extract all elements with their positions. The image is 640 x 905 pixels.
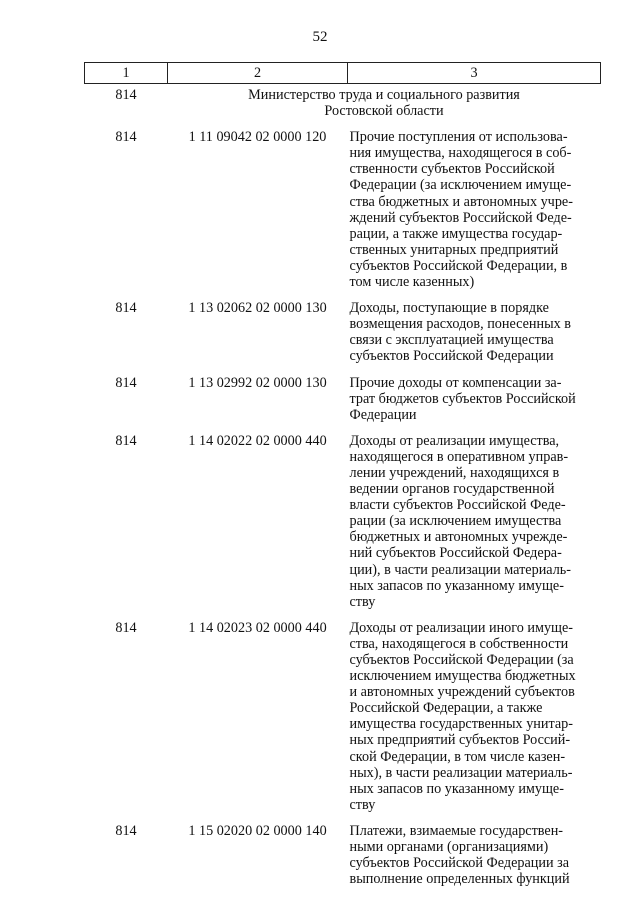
- income-codes-table: [84, 62, 601, 887]
- description-line: ства бюджетных и автономных учре-: [349, 193, 573, 210]
- description-line: ству: [349, 796, 376, 813]
- description-line: Прочие поступления от использова-: [349, 129, 568, 146]
- income-description: [348, 610, 601, 813]
- budget-classification-code: 1 13 02992 02 0000 130: [188, 374, 327, 391]
- table-row: [85, 119, 601, 290]
- description-line: выполнение определенных функций: [349, 871, 570, 888]
- income-description: [348, 423, 601, 610]
- description-line: ственных унитарных предприятий: [349, 241, 559, 258]
- column-header-3: 3: [348, 63, 601, 84]
- description-line: ственности субъектов Российской: [349, 161, 555, 178]
- table-row: [85, 365, 601, 423]
- description-line: субъектов Российской Федерации за: [349, 855, 569, 872]
- description-line: Платежи, взимаемые государствен-: [349, 822, 564, 839]
- description-line: ждений субъектов Российской Феде-: [349, 209, 572, 226]
- description-line: связи с эксплуатацией имущества: [349, 332, 554, 349]
- description-line: субъектов Российской Федерации: [349, 348, 554, 365]
- income-description: [348, 119, 601, 290]
- description-line: ных запасов по указанному имуще-: [349, 577, 564, 594]
- administrator-code: 814: [115, 619, 137, 636]
- description-line: ния имущества, находящегося в соб-: [349, 145, 572, 162]
- description-line: ными органами (организациями): [349, 839, 549, 856]
- description-line: имущества государственных унитар-: [349, 716, 573, 733]
- table-row: [85, 813, 601, 887]
- description-line: ции), в части реализации материаль-: [349, 561, 571, 578]
- description-line: Доходы от реализации имущества,: [349, 432, 560, 449]
- table-header: [85, 63, 601, 84]
- budget-classification-code: 1 13 02062 02 0000 130: [188, 300, 327, 317]
- description-line: находящегося в оперативном управ-: [349, 448, 569, 465]
- description-line: исключением имущества бюджетных: [349, 668, 576, 685]
- description-line: бюджетных и автономных учрежде-: [349, 529, 568, 546]
- ministry-name-line: Министерство труда и социального развития: [248, 87, 520, 103]
- income-description: [348, 813, 601, 887]
- description-line: ных запасов по указанному имуще-: [349, 780, 564, 797]
- description-line: трат бюджетов субъектов Российской: [349, 390, 576, 407]
- description-line: и автономных учреждений субъектов: [349, 684, 575, 701]
- description-line: ных предприятий субъектов Россий-: [349, 732, 571, 749]
- administrator-code: 814: [115, 87, 137, 103]
- description-line: рации (за исключением имущества: [349, 513, 562, 530]
- description-line: Прочие доходы от компенсации за-: [349, 374, 562, 391]
- income-description: [348, 365, 601, 423]
- description-line: ству: [349, 593, 376, 610]
- description-line: субъектов Российской Федерации (за: [349, 652, 574, 668]
- income-description: [348, 290, 601, 364]
- ministry-row: [85, 84, 601, 120]
- description-line: возмещения расходов, понесенных в: [349, 316, 571, 333]
- administrator-code: 814: [115, 374, 137, 391]
- description-line: том числе казенных): [349, 274, 475, 291]
- description-line: ний субъектов Российской Федера-: [349, 545, 562, 562]
- description-line: Федерации: [349, 406, 417, 423]
- description-line: лении учреждений, находящихся в: [349, 464, 560, 481]
- ministry-name: [168, 84, 601, 120]
- description-line: субъектов Российской Федерации, в: [349, 257, 568, 274]
- table-row: [85, 610, 601, 813]
- administrator-code: 814: [115, 432, 137, 449]
- description-line: ведении органов государственной: [349, 481, 555, 498]
- budget-classification-code: 1 15 02020 02 0000 140: [188, 822, 327, 839]
- column-header-1: 1: [85, 63, 168, 84]
- description-line: ства, находящегося в собственности: [349, 635, 569, 652]
- budget-classification-code: 1 11 09042 02 0000 120: [188, 129, 327, 146]
- administrator-code: 814: [115, 822, 137, 839]
- description-line: Российской Федерации, а также: [349, 700, 543, 717]
- header-row: [85, 63, 601, 84]
- administrator-code: 814: [115, 129, 137, 146]
- description-line: ных), в части реализации материаль-: [349, 764, 573, 781]
- budget-classification-code: 1 14 02023 02 0000 440: [188, 619, 327, 636]
- description-line: Доходы от реализации иного имуще-: [349, 619, 573, 636]
- ministry-name-line: Ростовской области: [324, 103, 444, 120]
- page-number: 52: [312, 29, 328, 45]
- table-row: [85, 423, 601, 610]
- description-line: власти субъектов Российской Феде-: [349, 497, 566, 514]
- description-line: ской Федерации, в том числе казен-: [349, 748, 566, 765]
- description-line: Федерации (за исключением имуще-: [349, 177, 572, 194]
- description-line: Доходы, поступающие в порядке: [349, 300, 549, 317]
- table-row: [85, 290, 601, 364]
- column-header-2: 2: [168, 63, 348, 84]
- description-line: рации, а также имущества государ-: [349, 225, 563, 242]
- budget-classification-code: 1 14 02022 02 0000 440: [188, 432, 327, 449]
- administrator-code: 814: [115, 300, 137, 317]
